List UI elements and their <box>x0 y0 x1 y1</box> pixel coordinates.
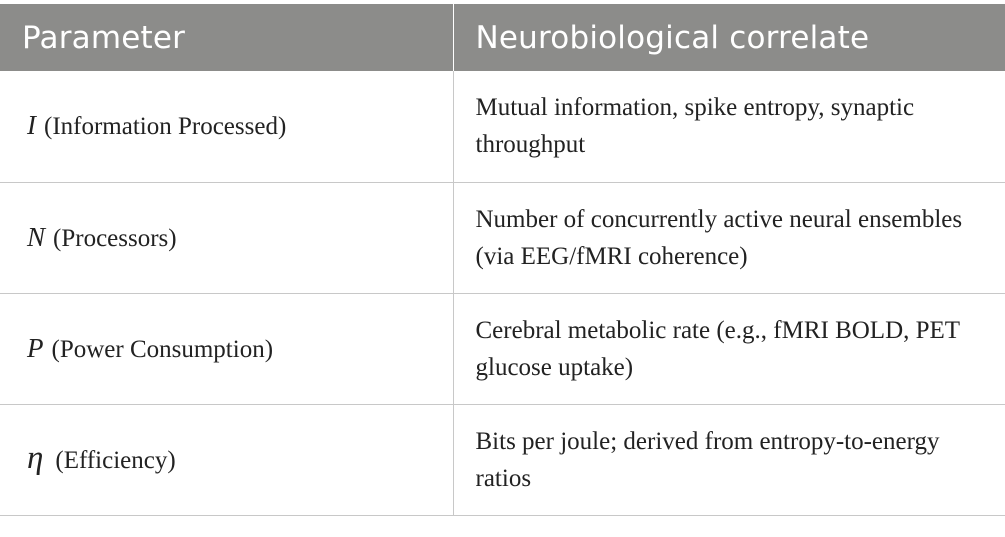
correlate-cell: Bits per joule; derived from entropy-to-energy ratios <box>453 404 1005 515</box>
table-row <box>0 404 1005 515</box>
table-row <box>0 71 1005 182</box>
header-parameter: Parameter <box>0 4 453 71</box>
parameter-symbol: I <box>27 110 36 141</box>
table-row <box>0 293 1005 404</box>
parameter-name: (Information Processed) <box>44 113 287 141</box>
parameter-symbol: η <box>27 440 44 476</box>
parameter-table-container <box>0 4 1005 516</box>
parameter-cell <box>0 404 453 515</box>
table-body <box>0 71 1005 515</box>
parameter-symbol: P <box>27 332 44 363</box>
parameter-symbol: N <box>27 221 46 252</box>
parameter-cell <box>0 182 453 293</box>
header-correlate: Neurobiological correlate <box>453 4 1005 71</box>
parameter-name: (Processors) <box>53 224 177 252</box>
header-row <box>0 4 1005 71</box>
correlate-cell: Cerebral metabolic rate (e.g., fMRI BOLD, PET glucose uptake) <box>453 293 1005 404</box>
parameter-cell <box>0 71 453 182</box>
correlate-cell: Mutual information, spike entropy, synaptic throughput <box>453 71 1005 182</box>
table-row <box>0 182 1005 293</box>
parameter-name: (Efficiency) <box>55 447 176 474</box>
parameter-name: (Power Consumption) <box>51 335 274 363</box>
correlate-cell: Number of concurrently active neural ensembles (via EEG/fMRI coherence) <box>453 182 1005 293</box>
table-header <box>0 4 1005 71</box>
parameter-table <box>0 4 1005 516</box>
parameter-cell <box>0 293 453 404</box>
